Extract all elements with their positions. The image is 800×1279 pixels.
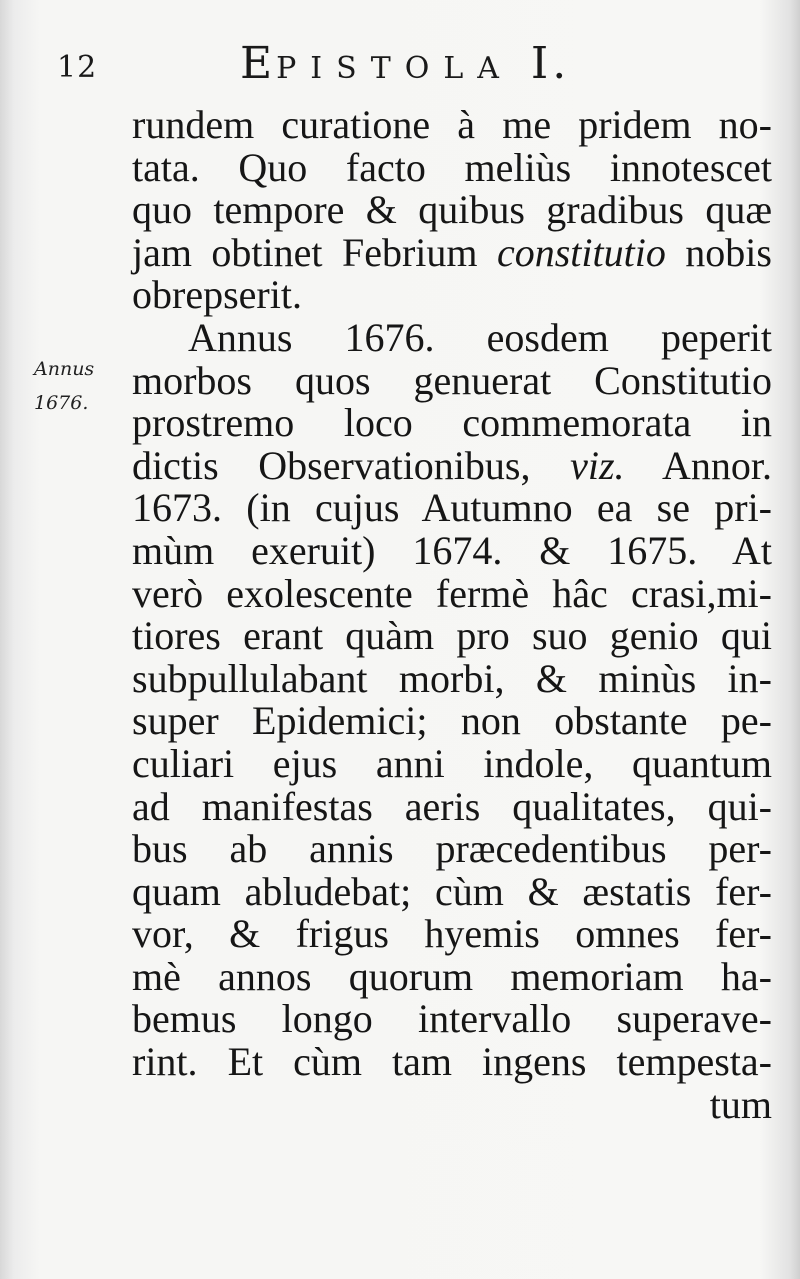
text-run: tata. Quo facto meliùs innotescet <box>132 144 772 190</box>
text-line <box>132 527 772 573</box>
text-run: culiari ejus anni indole, quantum <box>132 740 772 786</box>
text-line <box>132 1081 772 1127</box>
text-line <box>132 314 772 360</box>
italic-phrase: constitutio <box>496 229 666 275</box>
text-line <box>132 868 772 914</box>
text-line <box>132 274 772 317</box>
text-line <box>132 953 772 999</box>
text-run: Annor. <box>624 442 772 488</box>
text-run: subpullulabant morbi, & minùs in- <box>132 655 772 701</box>
text-run: quo tempore & quibus gradibus quæ <box>132 187 772 233</box>
text-line <box>132 913 772 956</box>
text-run: 1673. (in cujus Autumno ea se pri- <box>132 485 772 531</box>
text-line <box>132 570 772 616</box>
marginal-note-line: 1676. <box>34 392 89 414</box>
text-line <box>132 740 772 786</box>
text-line <box>132 104 772 147</box>
text-run: verò exolescente fermè hâc crasi,mi- <box>132 570 772 616</box>
text-run: mè annos quorum memoriam ha- <box>132 953 772 999</box>
text-line <box>132 998 772 1041</box>
text-run: ad manifestas aeris qualitates, qui- <box>132 783 772 829</box>
text-run: bus ab annis præcedentibus per- <box>132 826 772 872</box>
text-line <box>132 144 772 190</box>
title-numeral: I. <box>530 38 571 89</box>
text-run: dictis Observationibus, <box>132 442 571 488</box>
text-line <box>132 357 772 403</box>
text-run: prostremo loco commemorata in <box>132 400 772 446</box>
text-line <box>132 615 772 658</box>
text-line <box>132 655 772 701</box>
text-run: tiores erant quàm pro suo genio qui <box>132 613 772 659</box>
title-initial: E <box>240 38 277 89</box>
text-run: nobis <box>665 229 772 275</box>
title-rest: PISTOLA <box>276 51 513 86</box>
text-run: vor, & frigus hyemis omnes fer- <box>132 911 772 957</box>
text-line <box>132 783 772 829</box>
text-run: jam obtinet Febrium <box>132 229 497 275</box>
text-line <box>132 442 772 488</box>
text-run: quam abludebat; cùm & æstatis fer- <box>132 868 772 914</box>
marginal-note <box>34 352 94 420</box>
body-text <box>132 104 772 1126</box>
text-run: bemus longo intervallo superave- <box>132 996 772 1042</box>
italic-phrase: viz. <box>570 442 625 488</box>
text-line <box>132 487 772 530</box>
text-line <box>132 700 772 743</box>
text-run: Annus 1676. eosdem peperit <box>188 314 772 360</box>
running-header <box>0 38 800 98</box>
text-run: rundem curatione à me pridem no- <box>132 102 772 147</box>
text-line <box>132 229 772 275</box>
text-run: super Epidemici; non obstante pe- <box>132 698 772 744</box>
text-line <box>132 828 772 871</box>
text-line <box>132 189 772 232</box>
text-line <box>132 1041 772 1084</box>
text-run: obrepserit. <box>132 272 302 318</box>
marginal-note-line: Annus <box>34 358 95 380</box>
text-run: tum <box>709 1081 772 1127</box>
page-number: 12 <box>57 50 98 85</box>
text-line <box>132 402 772 445</box>
text-run: mùm exeruit) 1674. & 1675. At <box>132 527 772 573</box>
text-run: morbos quos genuerat Constitutio <box>132 357 772 403</box>
running-title <box>240 38 570 89</box>
text-run: rint. Et cùm tam ingens tempesta- <box>132 1039 772 1085</box>
